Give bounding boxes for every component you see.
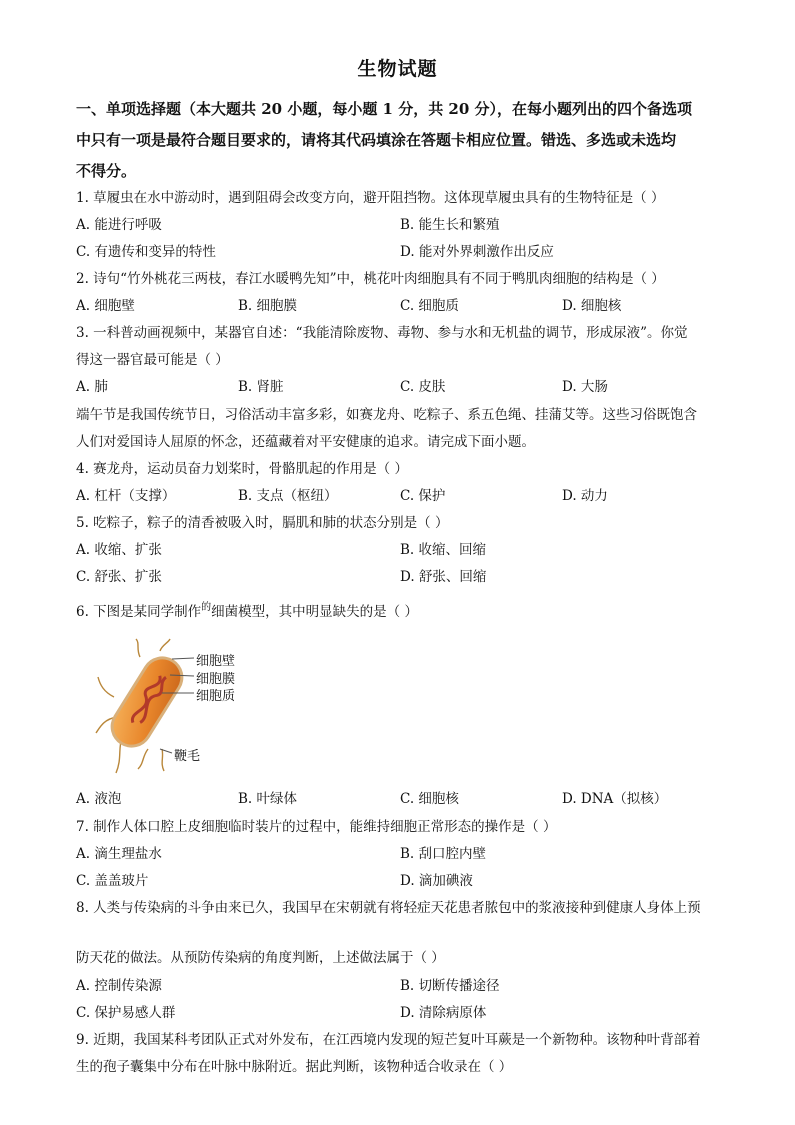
question-5-option-b: B. 收缩、回缩 <box>400 542 487 558</box>
question-1-option-c: C. 有遗传和变异的特性 <box>76 244 216 260</box>
question-8-stem-line-2: 防天花的做法。从预防传染病的角度判断，上述做法属于（ ） <box>76 950 445 966</box>
question-8-option-c: C. 保护易感人群 <box>76 1005 176 1021</box>
question-4-stem: 4. 赛龙舟，运动员奋力划桨时，骨骼肌起的作用是（ ） <box>76 461 408 477</box>
question-3-option-c: C. 皮肤 <box>400 379 446 395</box>
question-5-option-a: A. 收缩、扩张 <box>76 542 162 558</box>
section-instructions-line-1: 一、单项选择题（本大题共 20 小题，每小题 1 分，共 20 分），在每小题列出的四个备选项 <box>76 100 693 118</box>
question-5-option-d: D. 舒张、回缩 <box>400 569 487 585</box>
question-3-option-b: B. 肾脏 <box>238 379 284 395</box>
question-8-option-b: B. 切断传播途径 <box>400 978 500 994</box>
question-6-stem <box>76 603 418 623</box>
question-6-option-c: C. 细胞核 <box>400 791 459 807</box>
page-title: 生物试题 <box>357 58 438 80</box>
question-6-option-d: D. DNA（拟核） <box>562 791 668 807</box>
question-3-option-a: A. 肺 <box>76 379 108 395</box>
bacterium-model-figure <box>92 637 252 777</box>
question-9-stem-line-1: 9. 近期，我国某科考团队正式对外发布，在江西境内发现的短芒复叶耳蕨是一个新物种。该物种叶背部着 <box>76 1032 701 1048</box>
question-8-option-a: A. 控制传染源 <box>76 978 162 994</box>
question-7-option-b: B. 刮口腔内壁 <box>400 846 487 862</box>
question-6-option-b: B. 叶绿体 <box>238 791 298 807</box>
question-5-stem: 5. 吃粽子，粽子的清香被吸入时，膈肌和肺的状态分别是（ ） <box>76 515 449 531</box>
question-2-option-a: A. 细胞壁 <box>76 298 135 314</box>
section-instructions-line-2: 中只有一项是最符合题目要求的，请将其代码填涂在答题卡相应位置。错选、多选或未选均 <box>76 131 677 149</box>
question-5-option-c: C. 舒张、扩张 <box>76 569 162 585</box>
question-6-stem-superscript: 的 <box>201 602 212 613</box>
question-6-stem-post: 细菌模型，其中明显缺失的是（ ） <box>211 604 418 620</box>
question-2-option-b: B. 细胞膜 <box>238 298 298 314</box>
section-instructions-line-3: 不得分。 <box>76 162 137 180</box>
question-8-stem-line-1: 8. 人类与传染病的斗争由来已久，我国早在宋朝就有将轻症天花患者脓包中的浆液接种到健康人身体上预 <box>76 900 701 916</box>
question-9-stem-line-2: 生的孢子囊集中分布在叶脉中脉附近。据此判断，该物种适合收录在（ ） <box>76 1059 513 1075</box>
question-7-option-c: C. 盖盖玻片 <box>76 873 149 889</box>
question-2-stem: 2. 诗句“竹外桃花三两枝，春江水暖鸭先知”中，桃花叶肉细胞具有不同于鸭肌肉细胞的结构是（ ） <box>76 271 665 287</box>
label-cell-membrane: 细胞膜 <box>196 672 236 687</box>
question-1-option-a: A. 能进行呼吸 <box>76 217 162 233</box>
question-2-option-d: D. 细胞核 <box>562 298 622 314</box>
question-3-stem-line-1: 3. 一科普动画视频中，某器官自述：“我能清除废物、毒物、参与水和无机盐的调节，形成尿液”。你觉 <box>76 325 688 341</box>
question-2-option-c: C. 细胞质 <box>400 298 459 314</box>
question-4-option-b: B. 支点（枢纽） <box>238 488 338 504</box>
question-4-option-a: A. 杠杆（支撑） <box>76 488 176 504</box>
question-6-option-a: A. 液泡 <box>76 791 122 807</box>
label-cytoplasm: 细胞质 <box>196 689 236 704</box>
question-4-option-d: D. 动力 <box>562 488 608 504</box>
question-1-stem: 1. 草履虫在水中游动时，遇到阻碍会改变方向，避开阻挡物。这体现草履虫具有的生物特征是（ ） <box>76 190 665 206</box>
question-7-stem: 7. 制作人体口腔上皮细胞临时装片的过程中，能维持细胞正常形态的操作是（ ） <box>76 819 557 835</box>
question-3-stem-line-2: 得这一器官最可能是（ ） <box>76 352 229 368</box>
label-cell-wall: 细胞壁 <box>196 654 236 669</box>
question-7-option-a: A. 滴生理盐水 <box>76 846 162 862</box>
label-flagellum: 鞭毛 <box>174 749 201 764</box>
question-7-option-d: D. 滴加碘液 <box>400 873 473 889</box>
cell-body <box>103 648 192 755</box>
question-1-option-b: B. 能生长和繁殖 <box>400 217 500 233</box>
section-instructions <box>76 94 736 187</box>
question-1-option-d: D. 能对外界刺激作出反应 <box>400 244 554 260</box>
question-4-option-c: C. 保护 <box>400 488 446 504</box>
passage-line-2: 人们对爱国诗人屈原的怀念，还蕴藏着对平安健康的追求。请完成下面小题。 <box>76 434 535 450</box>
question-8-option-d: D. 清除病原体 <box>400 1005 487 1021</box>
question-3-option-d: D. 大肠 <box>562 379 608 395</box>
question-6-stem-pre: 6. 下图是某同学制作 <box>76 604 202 620</box>
passage-line-1: 端午节是我国传统节日，习俗活动丰富多彩，如赛龙舟、吃粽子、系五色绳、挂蒲艾等。这些习俗既饱含 <box>76 407 697 423</box>
